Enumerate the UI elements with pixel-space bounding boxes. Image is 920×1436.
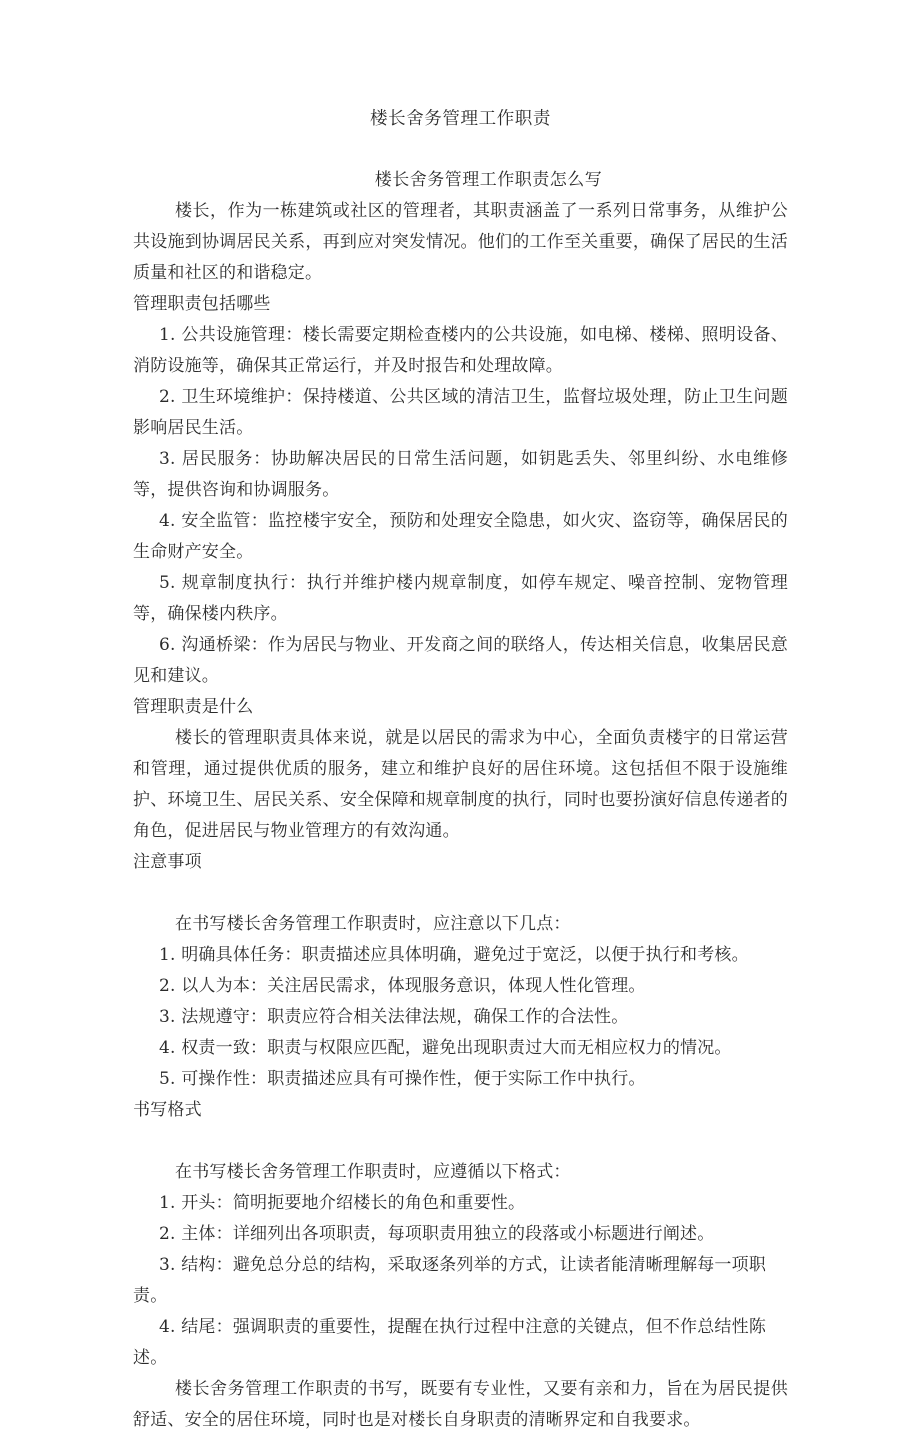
list-item: 4. 安全监管：监控楼宇安全，预防和处理安全隐患，如火灾、盗窃等，确保居民的生命财产安全。 — [133, 511, 788, 562]
section-heading-3: 注意事项 — [133, 852, 202, 872]
list-item: 5. 规章制度执行：执行并维护楼内规章制度，如停车规定、噪音控制、宠物管理等，确保楼内秩序。 — [133, 573, 788, 624]
section-3-lead: 在书写楼长舍务管理工作职责时，应注意以下几点： — [175, 914, 571, 934]
list-item: 2. 以人为本：关注居民需求，体现服务意识，体现人性化管理。 — [159, 976, 646, 996]
list-item: 1. 开头：简明扼要地介绍楼长的角色和重要性。 — [159, 1193, 526, 1213]
intro-paragraph: 楼长，作为一栋建筑或社区的管理者，其职责涵盖了一系列日常事务，从维护公共设施到协调居民关系，再到应对突发情况。他们的工作至关重要，确保了居民的生活质量和社区的和谐稳定。 — [133, 201, 788, 283]
closing-paragraph: 楼长舍务管理工作职责的书写，既要有专业性，又要有亲和力，旨在为居民提供舒适、安全的居住环境，同时也是对楼长自身职责的清晰界定和自我要求。 — [133, 1379, 788, 1430]
section-heading-1: 管理职责包括哪些 — [133, 294, 271, 314]
list-item: 1. 明确具体任务：职责描述应具体明确，避免过于宽泛，以便于执行和考核。 — [159, 945, 749, 965]
list-item: 1. 公共设施管理：楼长需要定期检查楼内的公共设施，如电梯、楼梯、照明设备、消防设施等，确保其正常运行，并及时报告和处理故障。 — [133, 325, 788, 376]
section-heading-2: 管理职责是什么 — [133, 697, 254, 717]
document-subtitle: 楼长舍务管理工作职责怎么写 — [374, 170, 603, 190]
document-body — [133, 104, 788, 1436]
list-item: 5. 可操作性：职责描述应具有可操作性，便于实际工作中执行。 — [159, 1069, 646, 1089]
list-item: 3. 结构：避免总分总的结构，采取逐条列举的方式，让读者能清晰理解每一项职责。 — [133, 1255, 767, 1306]
blank-line — [133, 1126, 788, 1157]
section-4-lead: 在书写楼长舍务管理工作职责时，应遵循以下格式： — [175, 1162, 571, 1182]
list-item: 3. 法规遵守：职责应符合相关法律法规，确保工作的合法性。 — [159, 1007, 629, 1027]
blank-line — [133, 878, 788, 909]
list-item: 2. 卫生环境维护：保持楼道、公共区域的清洁卫生，监督垃圾处理，防止卫生问题影响居民生活。 — [133, 387, 788, 438]
list-item: 2. 主体：详细列出各项职责，每项职责用独立的段落或小标题进行阐述。 — [159, 1224, 715, 1244]
list-item: 3. 居民服务：协助解决居民的日常生活问题，如钥匙丢失、邻里纠纷、水电维修等，提供咨询和协调服务。 — [133, 449, 788, 500]
section-2-paragraph: 楼长的管理职责具体来说，就是以居民的需求为中心，全面负责楼宇的日常运营和管理，通过提供优质的服务，建立和维护良好的居住环境。这包括但不限于设施维护、环境卫生、居民关系、安全保障和规章制度的执行，同时也要扮演好信息传递者的角色，促进居民与物业管理方的有效沟通。 — [133, 728, 788, 841]
list-item: 4. 权责一致：职责与权限应匹配，避免出现职责过大而无相应权力的情况。 — [159, 1038, 732, 1058]
page-title: 楼长舍务管理工作职责 — [370, 109, 551, 129]
list-item: 6. 沟通桥梁：作为居民与物业、开发商之间的联络人，传达相关信息，收集居民意见和建议。 — [133, 635, 788, 686]
section-heading-4: 书写格式 — [133, 1100, 202, 1120]
list-item: 4. 结尾：强调职责的重要性，提醒在执行过程中注意的关键点，但不作总结性陈述。 — [133, 1317, 767, 1368]
